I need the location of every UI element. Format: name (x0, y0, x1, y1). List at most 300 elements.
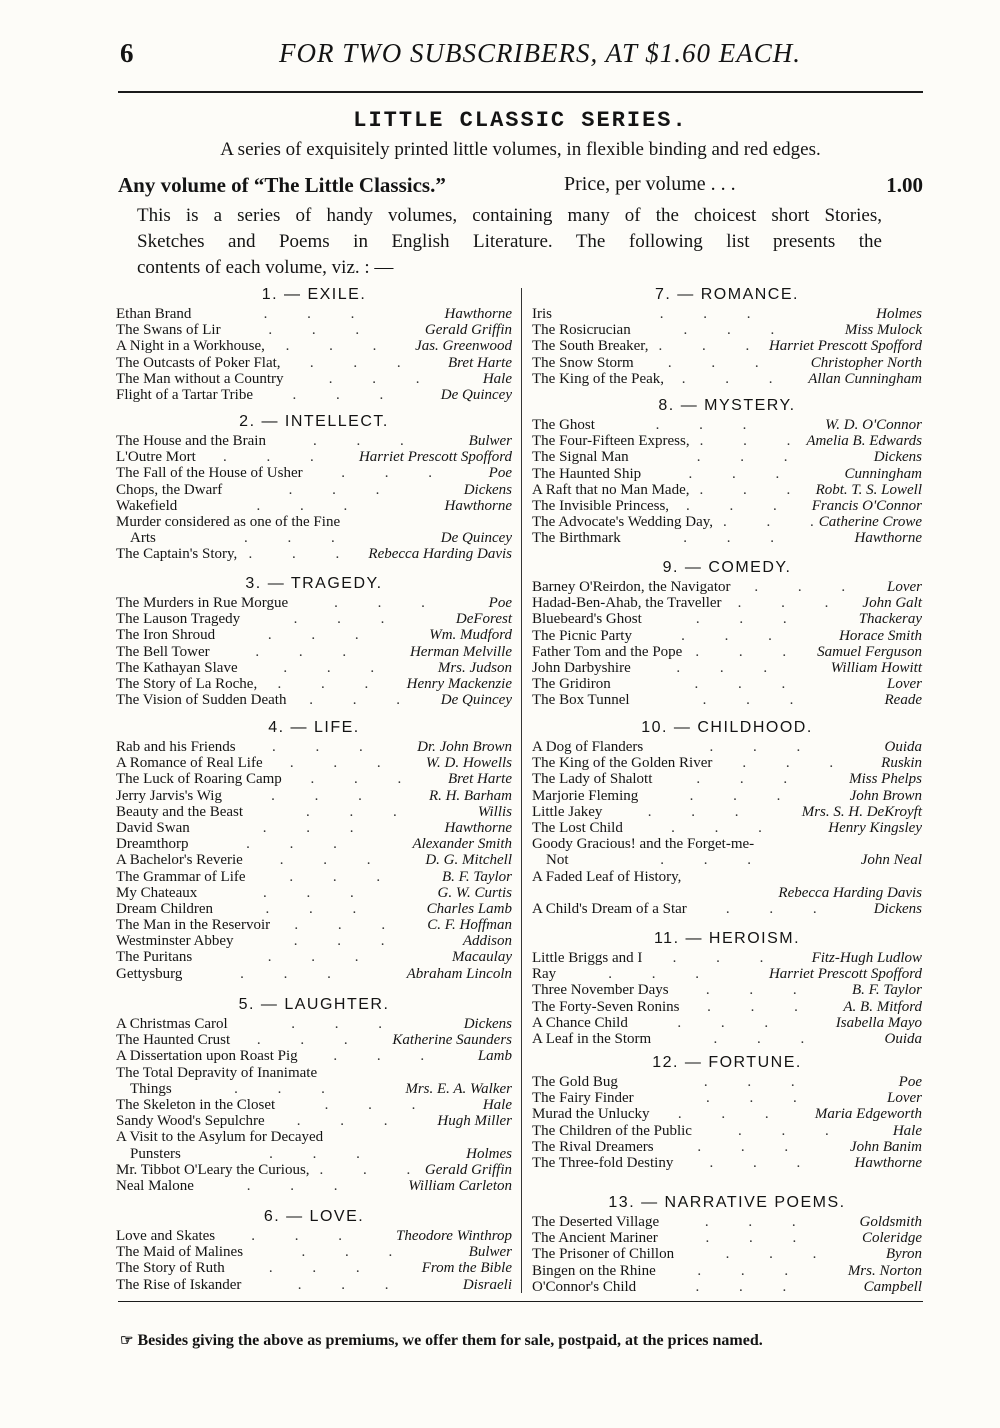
story-title: Love and Skates (116, 1228, 216, 1244)
list-item (116, 530, 512, 546)
section-love (116, 1206, 512, 1293)
section-intellect (116, 411, 512, 563)
story-title: Punsters (130, 1145, 181, 1162)
story-author: Rebecca Harding Davis (778, 884, 922, 901)
footnote (120, 1330, 923, 1352)
list-item (532, 417, 922, 433)
dot-leader: . . . (277, 675, 387, 692)
story-title: The Rival Dreamers (532, 1138, 654, 1155)
section-heading: 8. — MYSTERY. (658, 397, 796, 414)
dot-leader: . . . (271, 787, 380, 804)
story-title: The Luck of Roaring Camp (116, 771, 282, 788)
story-author: Hale (892, 1122, 922, 1139)
dot-leader: . . . (742, 755, 852, 772)
story-title: The Man in the Reservoir (116, 917, 271, 934)
dot-leader: . . . (699, 433, 809, 450)
dot-leader: . . . (683, 530, 792, 547)
header-rule (118, 91, 923, 93)
story-author: Addison (462, 933, 512, 950)
dot-leader: . . . (262, 819, 372, 836)
dot-leader: . . . (713, 1030, 823, 1047)
story-title: O'Connor's Child (532, 1278, 637, 1295)
story-author: Abraham Lincoln (406, 965, 512, 982)
dot-leader: . . . (319, 1161, 429, 1178)
list-item (116, 1277, 512, 1293)
list-item (532, 999, 922, 1015)
story-author: Disraeli (462, 1276, 512, 1293)
section-fortune (532, 1052, 922, 1171)
dot-leader: . . . (725, 900, 835, 917)
story-title: The Three-fold Destiny (532, 1154, 674, 1171)
dot-leader: . . . (309, 692, 418, 709)
list-item (532, 371, 922, 387)
section-heading: 3. — TRAGEDY. (245, 575, 383, 592)
section-life (116, 717, 512, 982)
footnote-text: Besides giving the above as premiums, we offer them for sale, postpaid, at the prices named. (137, 1332, 763, 1349)
list-item (532, 755, 922, 771)
section-mystery (532, 395, 922, 547)
story-author: A. B. Mitford (843, 998, 922, 1015)
story-author: Macaulay (452, 949, 512, 966)
story-author: Isabella Mayo (835, 1014, 922, 1031)
section-heading: 7. — ROMANCE. (655, 286, 799, 303)
story-title: Neal Malone (116, 1177, 194, 1194)
dot-leader: . . . (312, 433, 422, 449)
dot-leader: . . . (703, 1074, 813, 1090)
story-author: Bulwer (468, 433, 512, 449)
dot-leader: . . . (705, 982, 815, 999)
dot-leader: . . . (702, 692, 812, 709)
list-item (116, 306, 512, 322)
story-title: Flight of a Tartar Tribe (116, 386, 253, 403)
list-item (116, 885, 512, 901)
dot-leader: . . . (267, 949, 377, 966)
running-head: FOR TWO SUBSCRIBERS, AT $1.60 EACH. (279, 38, 801, 68)
story-title: The Birthmark (532, 530, 621, 547)
list-item (116, 1065, 512, 1081)
story-author: Mrs. Judson (437, 659, 512, 676)
dot-leader: . . . (672, 950, 782, 966)
story-title: The Lady of Shalott (532, 771, 653, 788)
list-item (532, 1090, 922, 1106)
list-item (532, 433, 922, 449)
story-title: Beauty and the Beast (116, 803, 244, 820)
list-item (116, 449, 512, 465)
dot-leader: . . . (268, 322, 378, 339)
dot-leader: . . . (695, 643, 805, 660)
story-author: B. F. Taylor (441, 868, 512, 885)
dot-leader: . . . (689, 787, 799, 804)
story-title: Not (546, 852, 569, 869)
story-author: Reade (884, 692, 922, 709)
section-heading: 2. — INTELLECT. (239, 413, 389, 430)
story-author: Henry Kingsley (828, 819, 922, 836)
dot-leader: . . . (293, 611, 403, 628)
list-item (116, 1081, 512, 1097)
story-author: Lover (887, 1090, 922, 1107)
story-title: The Skeleton in the Closet (116, 1096, 276, 1113)
section-heading: 10. — CHILDHOOD. (641, 719, 813, 736)
story-title: A Raft that no Man Made, (532, 481, 690, 498)
section-heading: 9. — COMEDY. (662, 559, 792, 576)
story-title: The Lost Child (532, 819, 623, 836)
story-author: Samuel Ferguson (817, 643, 922, 660)
list-item (532, 498, 922, 514)
story-author: Hawthorne (444, 306, 512, 322)
dot-leader: . . . (697, 1262, 807, 1279)
story-title: The Rosicrucian (532, 322, 631, 339)
story-title: The Children of the Public (532, 1122, 692, 1139)
dot-leader: . . . (285, 338, 395, 355)
list-item (116, 627, 512, 643)
story-title: A Visit to the Asylum for Decayed (116, 1129, 324, 1146)
list-item (532, 1214, 922, 1230)
dot-leader: . . . (671, 819, 780, 836)
story-title: Jerry Jarvis's Wig (116, 787, 222, 804)
dot-leader: . . . (655, 417, 765, 433)
story-title: A Bachelor's Reverie (116, 852, 243, 869)
story-title: Things (130, 1080, 172, 1097)
dot-leader: . . . (608, 966, 717, 983)
dot-leader: . . . (725, 1246, 835, 1263)
dot-leader: . . . (737, 595, 847, 612)
dot-leader: . . . (333, 1048, 443, 1065)
story-author: Coleridge (862, 1230, 922, 1247)
story-author: Dickens (463, 1016, 512, 1032)
dot-leader: . . . (234, 1080, 343, 1097)
dot-leader: . . . (647, 803, 757, 820)
dot-leader: . . . (738, 1122, 847, 1139)
story-title: Murder considered as one of the Fine (116, 513, 341, 530)
list-item (116, 660, 512, 676)
story-title: Mr. Tibbot O'Leary the Curious, (116, 1161, 310, 1178)
story-title: The King of the Peak, (532, 370, 665, 387)
dot-leader: . . . (683, 322, 793, 339)
list-item (532, 1074, 922, 1090)
story-title: The Maid of Malines (116, 1244, 244, 1261)
story-title: The Prisoner of Chillon (532, 1246, 675, 1263)
dot-leader: . . . (754, 579, 864, 595)
series-subtitle: A series of exquisitely printed little volumes, in flexible binding and red edges. (220, 139, 821, 160)
offer-heading: Any volume of “The Little Classics.” (118, 173, 446, 197)
list-item (532, 852, 922, 868)
dot-leader: . . . (294, 917, 404, 934)
story-author: DeForest (455, 611, 512, 628)
dot-leader: . . . (292, 386, 402, 403)
story-author: Goldsmith (859, 1214, 922, 1230)
section-heading: 1. — EXILE. (261, 286, 367, 303)
story-title: Murad the Unlucky (532, 1106, 650, 1123)
list-item (532, 982, 922, 998)
list-item (116, 1048, 512, 1064)
story-title: The Grammar of Life (116, 868, 246, 885)
list-item (116, 788, 512, 804)
list-item (116, 820, 512, 836)
section-heading: 4. — LIFE. (268, 719, 360, 736)
list-item (532, 306, 922, 322)
dot-leader: . . . (283, 659, 393, 676)
story-author: Harriet Prescott Spofford (768, 338, 922, 355)
story-author: B. F. Taylor (851, 982, 922, 999)
story-author: Mrs. S. H. DeKroyft (801, 803, 922, 820)
list-item (532, 836, 922, 852)
dot-leader: . . . (697, 1138, 807, 1155)
story-author: Theodore Winthrop (396, 1228, 512, 1244)
story-author: Miss Mulock (844, 322, 922, 339)
story-title: Rab and his Friends (116, 739, 236, 755)
story-title: The Total Depravity of Inanimate (116, 1064, 318, 1081)
list-item (532, 628, 922, 644)
dot-leader: . . . (297, 1276, 407, 1293)
list-item (116, 1097, 512, 1113)
list-item (532, 660, 922, 676)
story-title: Ray (532, 966, 557, 983)
list-item (116, 1178, 512, 1194)
dot-leader: . . . (269, 1145, 378, 1162)
list-item (116, 1260, 512, 1276)
story-title: The Gold Bug (532, 1074, 618, 1090)
story-author: Lamb (477, 1048, 512, 1065)
story-author: Amelia B. Edwards (806, 433, 922, 450)
story-title: The Bell Tower (116, 643, 210, 660)
dot-leader: . . . (246, 836, 355, 853)
list-item (532, 482, 922, 498)
story-title: Wakefield (116, 497, 178, 514)
dot-leader: . . . (681, 370, 791, 387)
story-title: Little Jakey (532, 803, 603, 820)
story-title: Arts (130, 530, 156, 547)
story-title: Westminster Abbey (116, 933, 234, 950)
story-title: Gettysburg (116, 965, 183, 982)
story-author: John Neal (860, 852, 922, 869)
list-item (532, 901, 922, 917)
story-author: Horace Smith (839, 627, 922, 644)
story-author: R. H. Barham (428, 787, 512, 804)
list-item (532, 514, 922, 530)
list-item (532, 788, 922, 804)
story-title: The Iron Shroud (116, 627, 216, 644)
story-author: De Quincey (440, 386, 512, 403)
list-item (532, 869, 922, 885)
section-heading: 5. — LAUGHTER. (238, 996, 390, 1013)
dot-leader: . . . (309, 354, 419, 371)
dot-leader: . . . (271, 739, 381, 755)
story-title: A Christmas Carol (116, 1016, 228, 1032)
dot-leader: . . . (694, 676, 804, 693)
dot-leader: . . . (677, 1106, 787, 1123)
section-exile (116, 284, 512, 403)
story-author: Thackeray (858, 611, 922, 628)
dot-leader: . . . (240, 965, 349, 982)
dot-leader: . . . (686, 497, 795, 514)
story-author: Gerald Griffin (424, 1161, 512, 1178)
dot-leader: . . . (705, 1230, 815, 1247)
offer-description (137, 203, 882, 281)
story-title: The Four-Fifteen Express, (532, 433, 690, 450)
story-author: Catherine Crowe (818, 514, 922, 531)
story-author: Katherine Saunders (392, 1032, 512, 1049)
footer-rule (118, 1301, 923, 1302)
story-title: The Deserted Village (532, 1214, 660, 1230)
section-tragedy (116, 573, 512, 708)
list-item (116, 804, 512, 820)
story-author: De Quincey (440, 692, 512, 709)
list-item (532, 1123, 922, 1139)
list-item (532, 1230, 922, 1246)
story-author: Harriet Prescott Spofford (358, 449, 512, 466)
story-author: William Carleton (408, 1177, 512, 1194)
dot-leader: . . . (243, 530, 353, 547)
list-item (116, 498, 512, 514)
dot-leader: . . . (688, 465, 798, 482)
story-title: A Dog of Flanders (532, 739, 644, 755)
list-item (116, 966, 512, 982)
story-author: Poe (898, 1074, 922, 1090)
story-title: The Story of Ruth (116, 1260, 225, 1277)
story-title: Chops, the Dwarf (116, 481, 223, 498)
list-item (532, 1031, 922, 1047)
story-title: Sandy Wood's Sepulchre (116, 1113, 265, 1130)
dot-leader: . . . (709, 1154, 819, 1171)
dot-leader: . . . (288, 481, 398, 498)
story-title: The Lauson Tragedy (116, 611, 241, 628)
dot-leader: . . . (695, 1278, 805, 1295)
story-title: A Child's Dream of a Star (532, 900, 687, 917)
dot-leader: . . . (709, 739, 819, 755)
list-item (532, 820, 922, 836)
story-title: Hadad-Ben-Ahab, the Traveller (532, 595, 722, 612)
list-item (532, 1263, 922, 1279)
page-number: 6 (120, 38, 134, 68)
dot-leader: . . . (279, 852, 389, 869)
list-item (116, 852, 512, 868)
dot-leader: . . . (256, 497, 366, 514)
dot-leader: . . . (695, 611, 805, 628)
list-item (532, 1279, 922, 1295)
story-author: Hawthorne (854, 1154, 922, 1171)
list-item (116, 1016, 512, 1032)
list-item (116, 1146, 512, 1162)
story-title: The Story of La Roche, (116, 675, 258, 692)
list-item (116, 482, 512, 498)
story-author: Wm. Mudford (429, 627, 512, 644)
story-author: Dickens (463, 481, 512, 498)
dot-leader: . . . (268, 1260, 378, 1277)
list-item (116, 917, 512, 933)
dot-leader: . . . (291, 1016, 401, 1032)
list-item (116, 371, 512, 387)
story-author: John Banim (849, 1138, 922, 1155)
dot-leader: . . . (677, 1014, 787, 1031)
section-romance (532, 284, 922, 387)
dot-leader: . . . (667, 354, 777, 371)
story-title: The Fall of the House of Usher (116, 465, 303, 482)
story-author: Bret Harte (447, 771, 512, 788)
story-title: A Faded Leaf of History, (532, 868, 682, 885)
story-author: Byron (885, 1246, 922, 1263)
story-author: Harriet Prescott Spofford (768, 966, 922, 983)
dot-leader: . . . (334, 595, 443, 611)
story-author: De Quincey (440, 530, 512, 547)
dot-leader: . . . (328, 370, 438, 387)
story-title: My Chateaux (116, 884, 198, 901)
story-title: The Man without a Country (116, 370, 284, 387)
story-author: Hawthorne (444, 497, 512, 514)
story-author: Bret Harte (447, 354, 512, 371)
section-heading: 12. — FORTUNE. (652, 1054, 802, 1071)
list-item (532, 355, 922, 371)
story-author: Cunningham (844, 465, 922, 482)
list-item (532, 595, 922, 611)
dot-leader: . . . (293, 933, 403, 950)
list-item (116, 546, 512, 562)
list-item (116, 355, 512, 371)
story-title: The Advocate's Wedding Day, (532, 514, 714, 531)
story-title: A Chance Child (532, 1014, 628, 1031)
list-item (532, 579, 922, 595)
list-item (116, 739, 512, 755)
story-author: Allan Cunningham (808, 370, 922, 387)
story-author: Poe (488, 595, 512, 611)
story-title: The Swans of Lir (116, 322, 221, 339)
story-title: Dreamthorp (116, 836, 189, 853)
story-title: The Rise of Iskander (116, 1276, 242, 1293)
story-author: Jas. Greenwood (415, 338, 512, 355)
dot-leader: . . . (681, 627, 790, 644)
section-heading: 11. — HEROISM. (653, 930, 801, 947)
list-item (532, 676, 922, 692)
story-author: Hale (482, 1096, 512, 1113)
story-author: Hawthorne (854, 530, 922, 547)
story-title: Bingen on the Rhine (532, 1262, 656, 1279)
story-author: Rebecca Harding Davis (368, 546, 512, 563)
story-author: Alexander Smith (412, 836, 512, 853)
pointing-hand-icon: ☞ (120, 1333, 134, 1349)
list-item (532, 644, 922, 660)
list-item (116, 1162, 512, 1178)
story-title: A Dissertation upon Roast Pig (116, 1048, 298, 1065)
list-item (116, 1032, 512, 1048)
story-title: Barney O'Reirdon, the Navigator (532, 579, 731, 595)
list-item (116, 949, 512, 965)
list-item (532, 1015, 922, 1031)
dot-leader: . . . (324, 1096, 434, 1113)
list-item (116, 338, 512, 354)
story-title: The Invisible Princess, (532, 497, 670, 514)
price-value: 1.00 (886, 173, 923, 197)
dot-leader: . . . (341, 465, 451, 482)
dot-leader: . . . (265, 900, 375, 917)
dot-leader: . . . (707, 998, 816, 1015)
list-item (116, 755, 512, 771)
story-author: Willis (477, 803, 512, 820)
story-author: John Brown (849, 787, 922, 804)
story-author: Maria Edgeworth (814, 1106, 922, 1123)
story-title: A Night in a Workhouse, (116, 338, 265, 355)
dot-leader: . . . (267, 627, 377, 644)
list-item (532, 322, 922, 338)
story-author: Holmes (466, 1145, 512, 1162)
story-title: A Leaf in the Storm (532, 1030, 652, 1047)
dot-leader: . . . (723, 514, 832, 531)
list-item (532, 950, 922, 966)
story-author: Ruskin (881, 755, 922, 772)
story-author: G. W. Curtis (437, 884, 512, 901)
dot-leader: . . . (696, 771, 806, 788)
list-item (532, 1106, 922, 1122)
story-author: Poe (488, 465, 512, 482)
story-title: The Haunted Ship (532, 465, 642, 482)
